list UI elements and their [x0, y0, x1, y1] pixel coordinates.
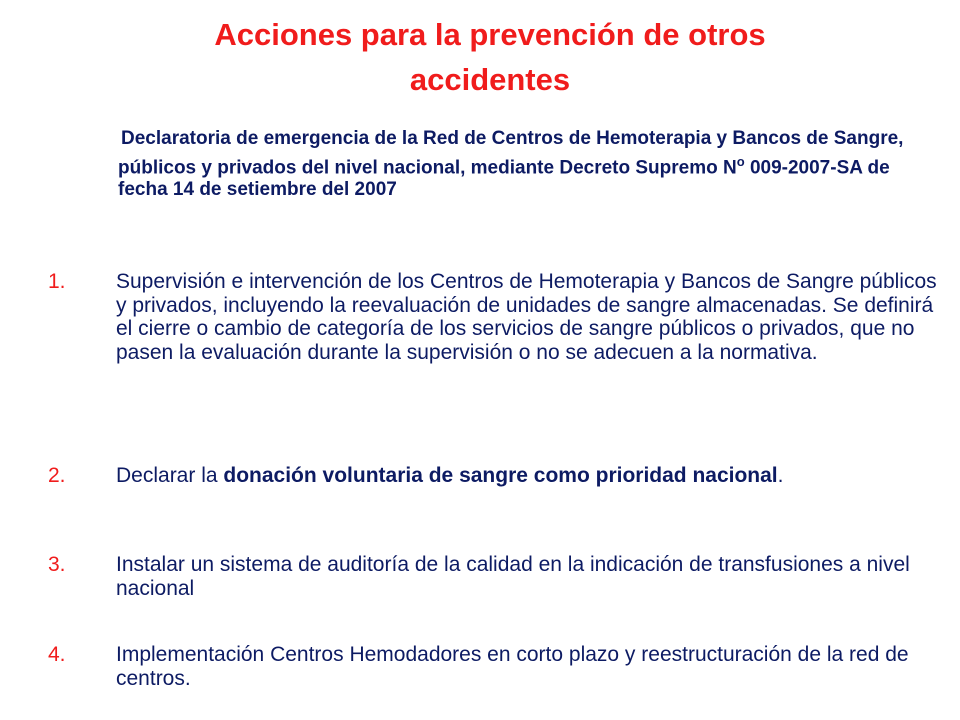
title-line-2: accidentes [409, 62, 571, 97]
list-number-3: 3. [48, 553, 66, 576]
list-item-3 [48, 553, 938, 600]
list-text-4: Implementación Centros Hemodadores en corto plazo y reestructuración de la red de centros. [116, 643, 909, 690]
list-item-1 [48, 270, 938, 364]
list-text-2-before: Declarar la [116, 464, 224, 487]
list-number-4: 4. [48, 643, 66, 666]
list-text-2-bold: donación voluntaria de sangre como prioridad nacional [223, 464, 778, 487]
list-item-2 [48, 464, 938, 488]
intro-paragraph [118, 128, 928, 202]
list-number-1: 1. [48, 270, 66, 293]
list-text-3: Instalar un sistema de auditoría de la calidad en la indicación de transfusiones a nivel nacional [116, 553, 910, 600]
intro-text: Declaratoria de emergencia de la Red de Centros de Hemoterapia y Bancos de Sangre, públicos y privados del nivel nacional, mediante Decreto Supremo N [118, 128, 904, 178]
intro-superscript: o [736, 153, 745, 169]
list-text-2-after: . [777, 464, 784, 487]
list-item-4 [48, 643, 938, 690]
slide-title [60, 12, 920, 102]
intro-text-after: 009-2007-SA de fecha 14 de setiembre del 2007 [118, 156, 890, 201]
list-number-2: 2. [48, 464, 66, 487]
list-text-1: Supervisión e intervención de los Centros de Hemoterapia y Bancos de Sangre públicos y privados, incluyendo la reevaluación de unidades de sangre almacenadas. Se definirá el cierre o cambio de categoría de los servicios de sangre públicos o privados, que no pasen la evaluación durante la supervisión o no se adecuen a la normativa. [116, 270, 937, 364]
title-line-1: Acciones para la prevención de otros [214, 17, 766, 52]
list-text-2 [116, 464, 938, 488]
